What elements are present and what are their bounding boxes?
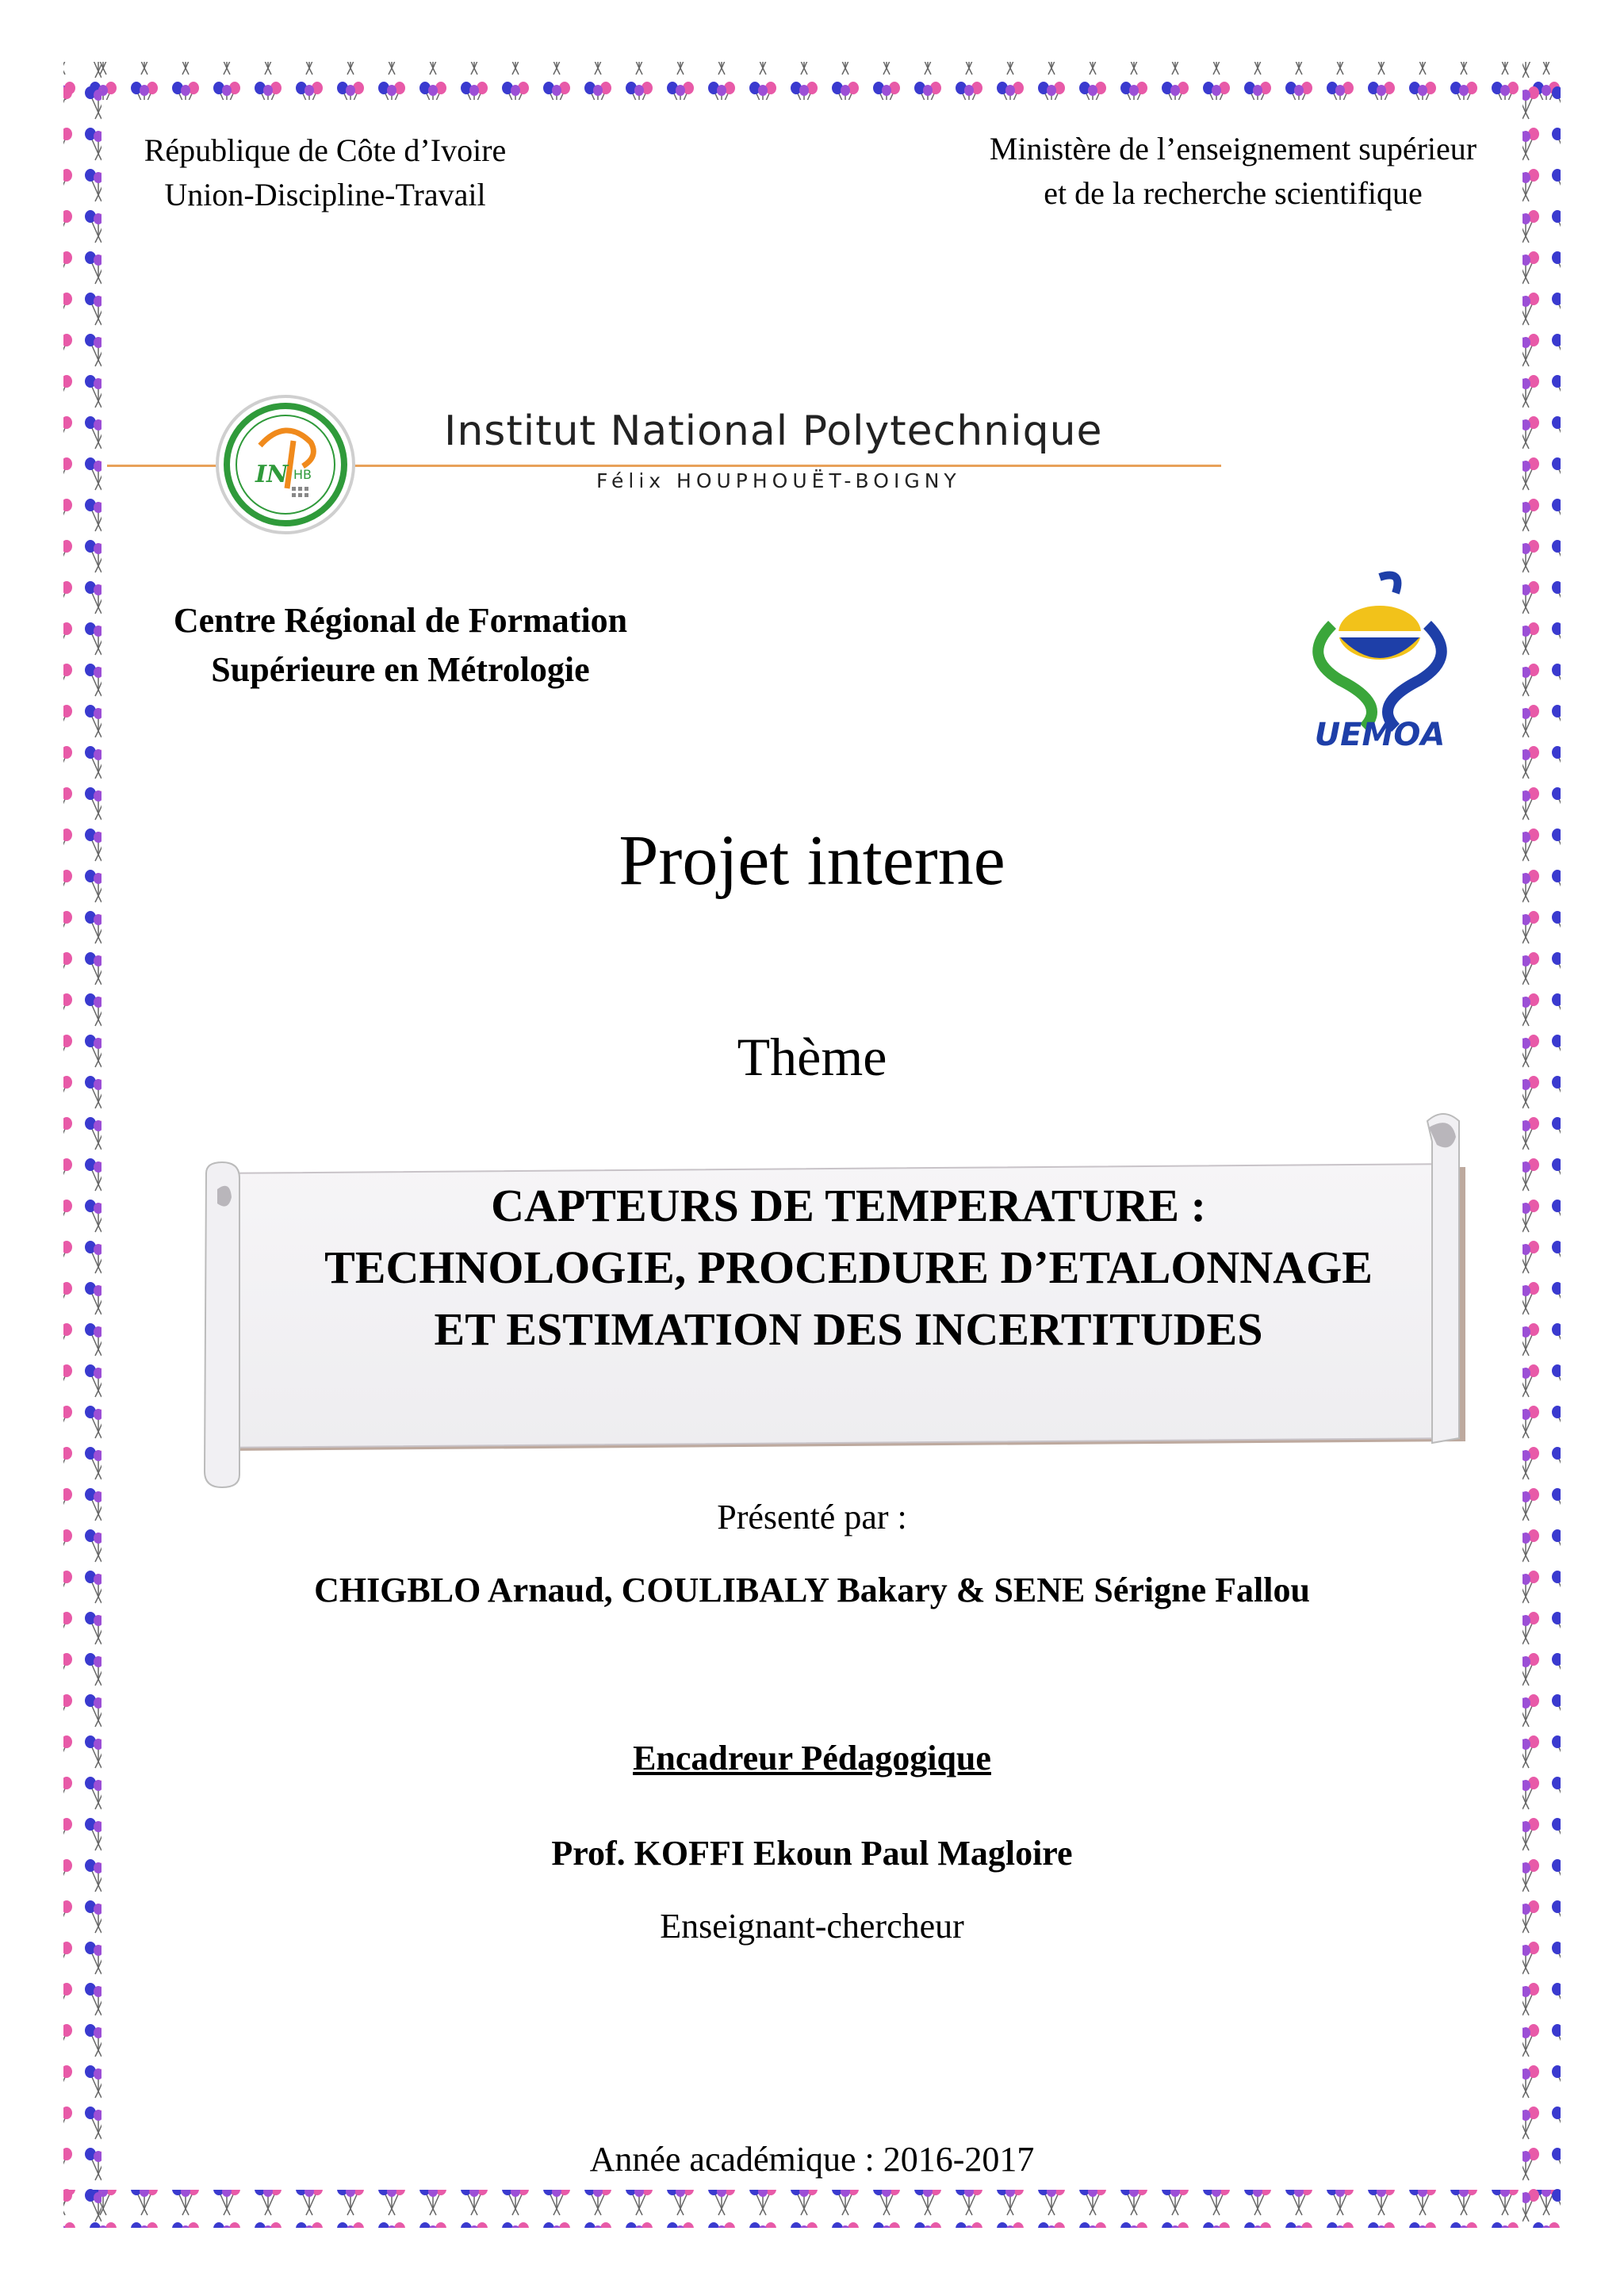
academic-year: Année académique : 2016-2017 xyxy=(589,2140,1035,2179)
centre-line1: Centre Régional de Formation xyxy=(173,601,628,640)
uemoa-logo-text: UEMOA xyxy=(1314,717,1446,752)
ministry-line2: et de la recherche scientifique xyxy=(1044,175,1423,211)
inp-hb-logo xyxy=(214,393,357,536)
regional-centre-name xyxy=(127,596,674,695)
presented-by-label: Présenté par : xyxy=(717,1498,907,1536)
republic-header xyxy=(95,128,555,217)
ministry-header xyxy=(959,127,1507,216)
project-title-line3: ET ESTIMATION DES INCERTITUDES xyxy=(434,1303,1263,1355)
centre-line2: Supérieure en Métrologie xyxy=(211,650,590,689)
supervisor-role: Enseignant-chercheur xyxy=(660,1907,964,1946)
republic-name: République de Côte d’Ivoire xyxy=(144,132,507,168)
project-title xyxy=(238,1175,1459,1360)
svg-text:HB: HB xyxy=(293,467,312,482)
uemoa-logo xyxy=(1285,569,1475,752)
supervisor-label: Encadreur Pédagogique xyxy=(633,1739,991,1777)
institute-name: Institut National Polytechnique xyxy=(444,408,1103,455)
author-names: CHIGBLO Arnaud, COULIBALY Bakary & SENE Sérigne Fallou xyxy=(314,1571,1310,1609)
document-type: Projet interne xyxy=(619,821,1005,900)
inp-logo-text: IN xyxy=(255,461,289,488)
institute-subname: Félix HOUPHOUËT-BOIGNY xyxy=(596,469,961,492)
ministry-line1: Ministère de l’enseignement supérieur xyxy=(989,131,1477,166)
republic-motto: Union-Discipline-Travail xyxy=(164,177,486,212)
supervisor-name: Prof. KOFFI Ekoun Paul Magloire xyxy=(551,1834,1073,1873)
theme-label: Thème xyxy=(737,1027,887,1087)
project-title-line1: CAPTEURS DE TEMPERATURE : xyxy=(491,1180,1206,1231)
project-title-line2: TECHNOLOGIE, PROCEDURE D’ETALONNAGE xyxy=(324,1242,1373,1293)
